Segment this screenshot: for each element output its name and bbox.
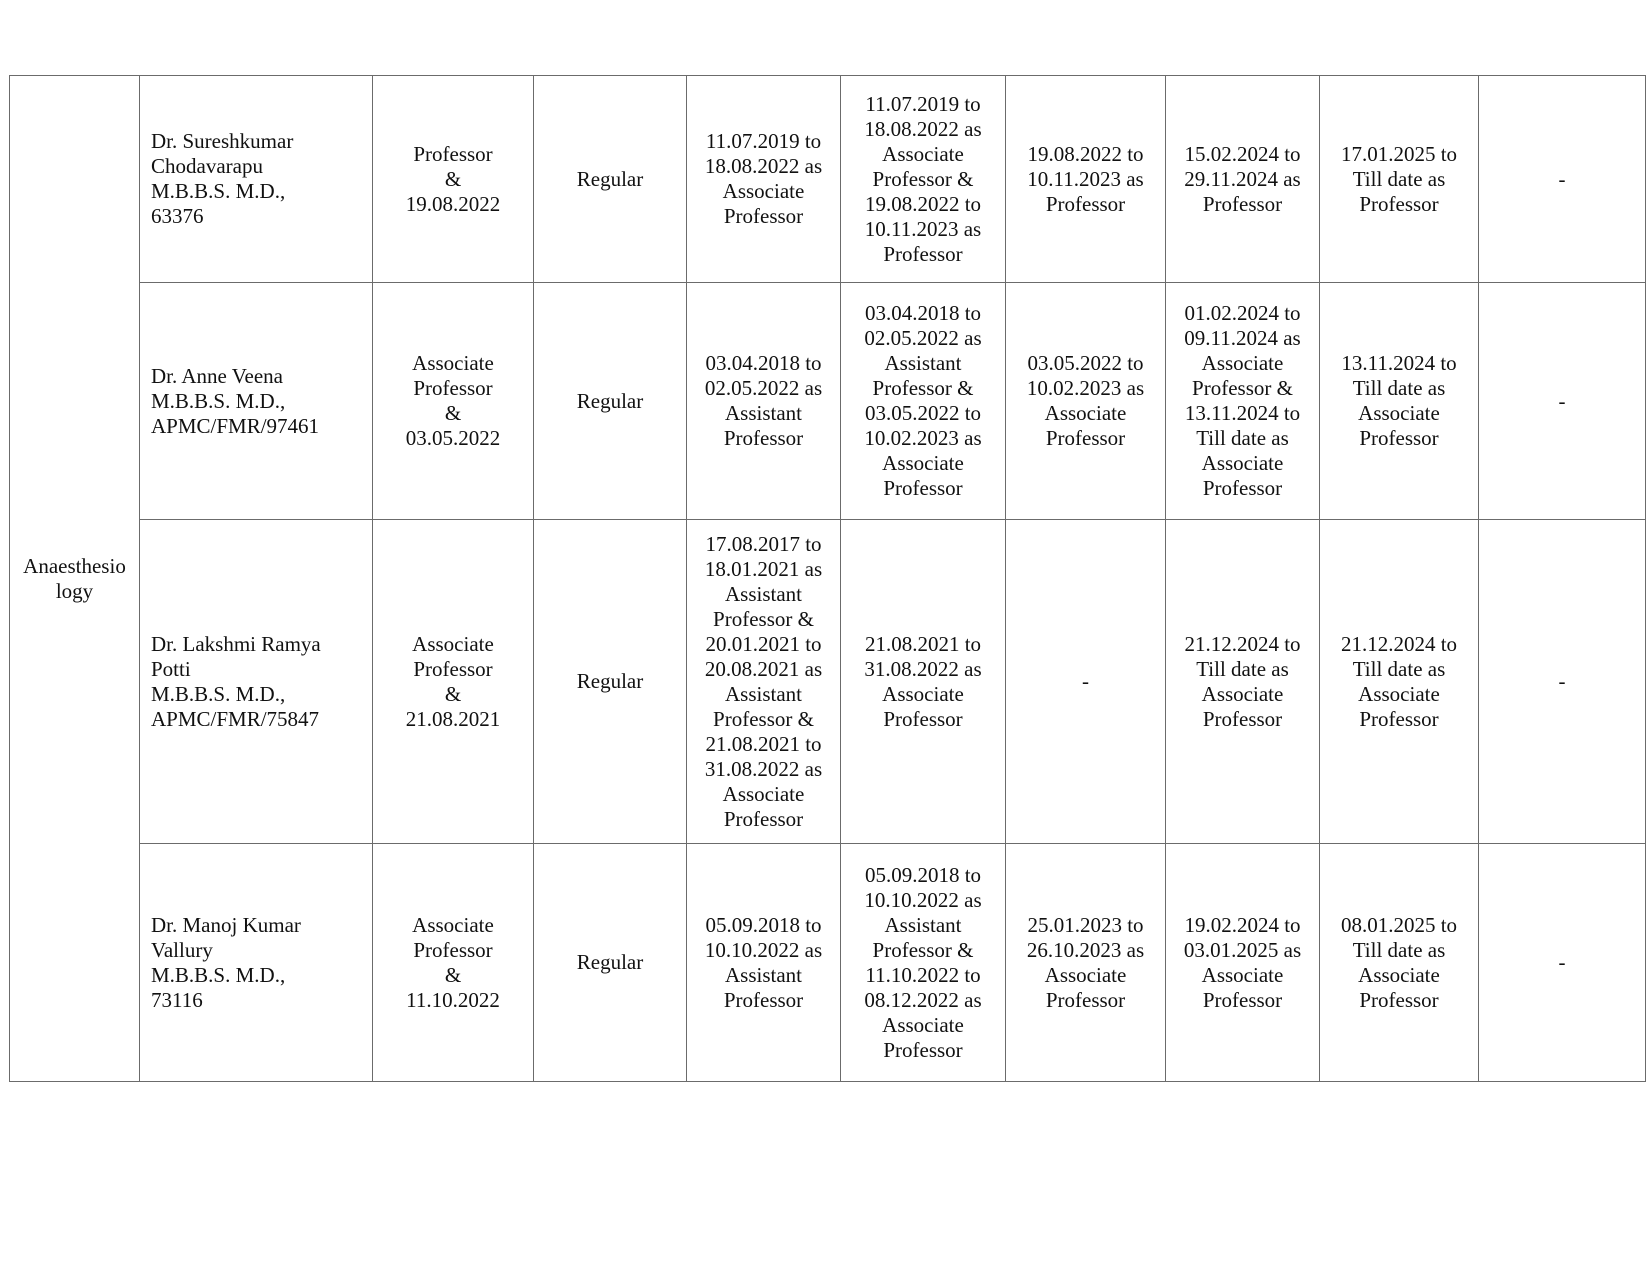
remarks-cell: - [1479, 844, 1646, 1082]
remarks-cell: - [1479, 76, 1646, 283]
table-row [10, 520, 1646, 844]
faculty-table [9, 75, 1646, 1082]
faculty-name-cell: Dr. Manoj Kumar Vallury M.B.B.S. M.D., 73116 [140, 844, 373, 1082]
period-cell-1: 03.04.2018 to 02.05.2022 as Assistant Professor [687, 283, 841, 520]
period-cell-2: 11.07.2019 to 18.08.2022 as Associate Professor & 19.08.2022 to 10.11.2023 as Professor [841, 76, 1006, 283]
designation-cell: Associate Professor & 21.08.2021 [373, 520, 534, 844]
table-row [10, 283, 1646, 520]
period-cell-1: 17.08.2017 to 18.01.2021 as Assistant Professor & 20.01.2021 to 20.08.2021 as Assistant Professor & 21.08.2021 to 31.08.2022 as Associate Professor [687, 520, 841, 844]
period-cell-4: 01.02.2024 to 09.11.2024 as Associate Professor & 13.11.2024 to Till date as Associate Professor [1166, 283, 1320, 520]
faculty-name-cell: Dr. Sureshkumar Chodavarapu M.B.B.S. M.D., 63376 [140, 76, 373, 283]
period-cell-1: 05.09.2018 to 10.10.2022 as Assistant Professor [687, 844, 841, 1082]
period-cell-2: 05.09.2018 to 10.10.2022 as Assistant Professor & 11.10.2022 to 08.12.2022 as Associate Professor [841, 844, 1006, 1082]
period-cell-3: 25.01.2023 to 26.10.2023 as Associate Professor [1006, 844, 1166, 1082]
period-cell-5: 08.01.2025 to Till date as Associate Professor [1320, 844, 1479, 1082]
period-cell-4: 15.02.2024 to 29.11.2024 as Professor [1166, 76, 1320, 283]
period-cell-5: 13.11.2024 to Till date as Associate Professor [1320, 283, 1479, 520]
appointment-nature-cell: Regular [534, 844, 687, 1082]
period-cell-2: 21.08.2021 to 31.08.2022 as Associate Professor [841, 520, 1006, 844]
appointment-nature-cell: Regular [534, 520, 687, 844]
appointment-nature-cell: Regular [534, 283, 687, 520]
appointment-nature-cell: Regular [534, 76, 687, 283]
period-cell-3: - [1006, 520, 1166, 844]
period-cell-1: 11.07.2019 to 18.08.2022 as Associate Professor [687, 76, 841, 283]
designation-cell: Professor & 19.08.2022 [373, 76, 534, 283]
period-cell-4: 19.02.2024 to 03.01.2025 as Associate Professor [1166, 844, 1320, 1082]
period-cell-5: 17.01.2025 to Till date as Professor [1320, 76, 1479, 283]
table-row [10, 76, 1646, 283]
remarks-cell: - [1479, 520, 1646, 844]
period-cell-4: 21.12.2024 to Till date as Associate Professor [1166, 520, 1320, 844]
period-cell-2: 03.04.2018 to 02.05.2022 as Assistant Professor & 03.05.2022 to 10.02.2023 as Associate Professor [841, 283, 1006, 520]
table-row [10, 844, 1646, 1082]
designation-cell: Associate Professor & 03.05.2022 [373, 283, 534, 520]
faculty-name-cell: Dr. Anne Veena M.B.B.S. M.D., APMC/FMR/97461 [140, 283, 373, 520]
period-cell-3: 19.08.2022 to 10.11.2023 as Professor [1006, 76, 1166, 283]
period-cell-3: 03.05.2022 to 10.02.2023 as Associate Professor [1006, 283, 1166, 520]
period-cell-5: 21.12.2024 to Till date as Associate Professor [1320, 520, 1479, 844]
faculty-name-cell: Dr. Lakshmi Ramya Potti M.B.B.S. M.D., APMC/FMR/75847 [140, 520, 373, 844]
designation-cell: Associate Professor & 11.10.2022 [373, 844, 534, 1082]
department-cell: Anaesthesio logy [10, 76, 140, 1082]
remarks-cell: - [1479, 283, 1646, 520]
